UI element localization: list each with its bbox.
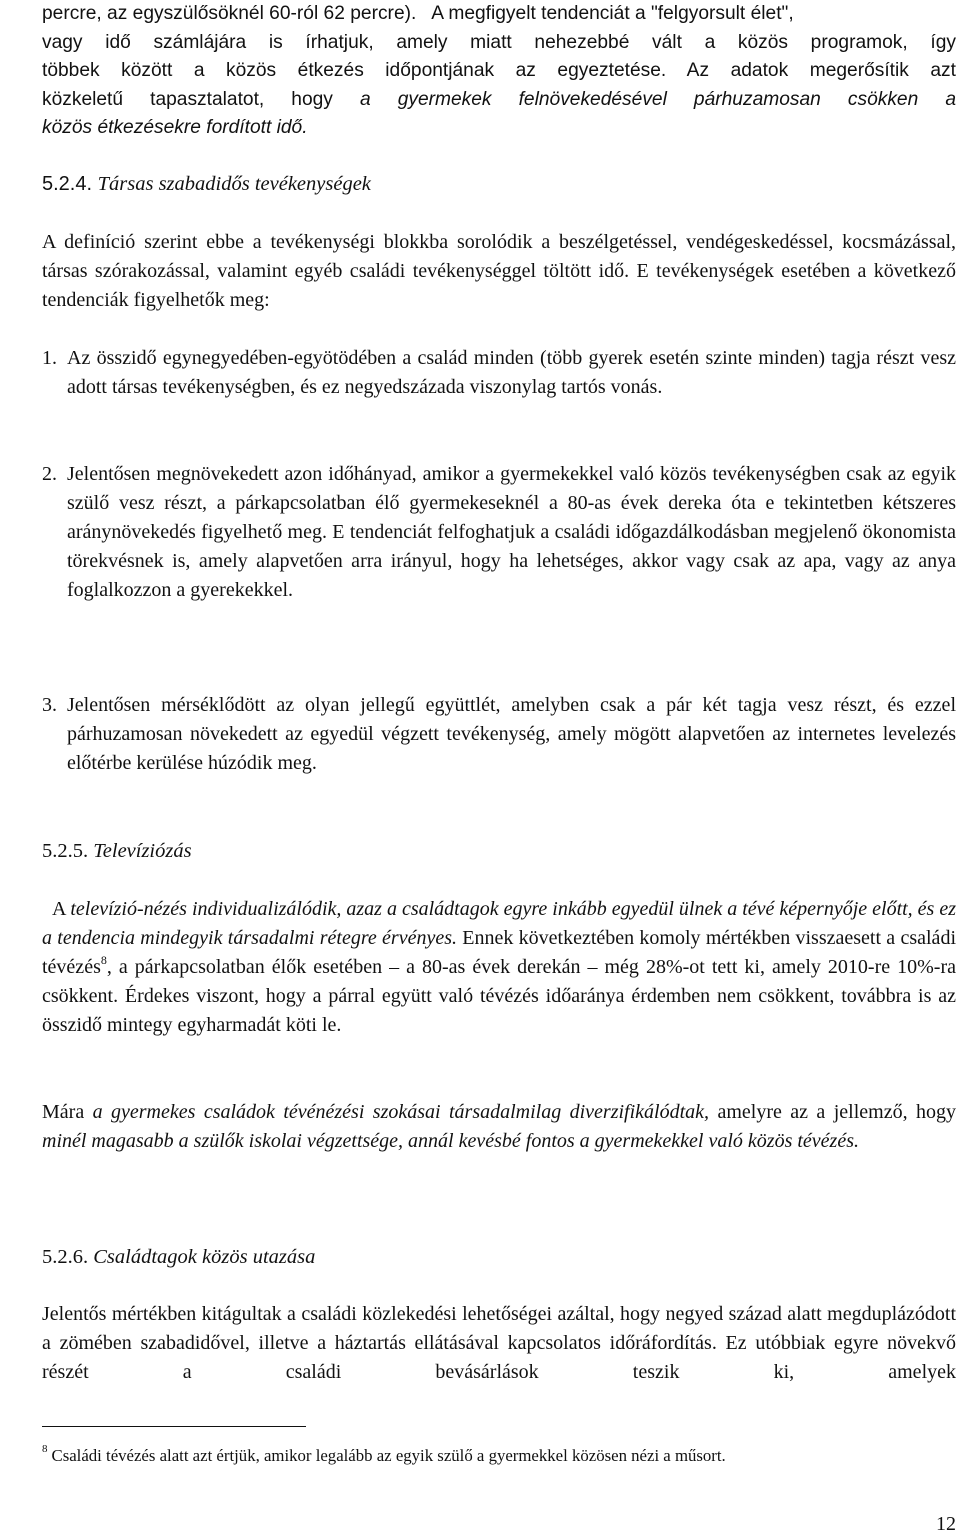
section-526-number: 5.2.6. (42, 1246, 94, 1268)
p1-end: , a párkapcsolatban élők esetében – a 80-as évek derekán – még 28%-ot tett ki, amely 2010-re 10%-ra csökkent. Érdekes viszont, hogy a párral együtt való tévézés időaránya érdemben nem csökkent, továbbra is az összidő mintegy egyharmadát köti le. (42, 956, 956, 1036)
page-number: 12 (936, 1513, 956, 1535)
footnote (42, 1438, 726, 1467)
carryover-line-4-italic: a gyermekek felnövekedésével párhuzamosan csökken a (359, 88, 956, 110)
section-526-paragraph (42, 1300, 956, 1387)
list-item-text: Jelentősen mérséklődött az olyan jellegű együttlét, amelyben csak a pár két tagja vesz részt, és ezzel párhuzamosan növekedett az egyedül végzett tevékenység, amely mögött alapvetően az internetes levelezés előtérbe kerülése húzódik meg. (67, 694, 956, 774)
list-item (42, 344, 956, 402)
p1-start: A (52, 898, 71, 920)
section-524-heading (42, 170, 371, 199)
footnote-reference[interactable]: 8 (100, 953, 107, 967)
p2-italic-1: a gyermekes családok tévénézési szokásai társadalmilag diverzifikálódtak, (92, 1101, 710, 1123)
carryover-paragraph (42, 0, 956, 143)
list-item (42, 691, 956, 778)
list-item-number: 1. (42, 347, 57, 369)
p1-italic: televízió-nézés individualizálódik, azaz a családtagok egyre inkább egyedül ülnek a tévé képernyője előtt, és ez a tendencia mindegyik társadalmi rétegre érvényes. (42, 898, 956, 949)
p2-mid: amelyre az a jellemző, hogy (709, 1101, 956, 1123)
section-524-number: 5.2.4. (42, 173, 98, 195)
footnote-divider (42, 1426, 306, 1427)
section-525-title: Televíziózás (93, 840, 192, 862)
section-526-heading (42, 1243, 315, 1272)
section-525-paragraph-2 (42, 1098, 956, 1156)
list-item-text: Az összidő egynegyedében-egyötödében a család minden (több gyerek esetén szinte minden) tagja részt vesz adott társas tevékenységben, és ez negyedszázada viszonylag tartós vonás. (67, 347, 956, 398)
section-525-number: 5.2.5. (42, 840, 94, 862)
section-524-title: Társas szabadidős tevékenységek (97, 173, 371, 195)
list-item-number: 2. (42, 463, 57, 485)
section-525-heading (42, 837, 192, 866)
carryover-line-5 (42, 114, 956, 143)
footnote-text: Családi tévézés alatt azt értjük, amikor legalább az egyik szülő a gyermekkel közösen nézi a műsort. (51, 1446, 726, 1465)
carryover-line-4-normal: közkeletű tapasztalatot, hogy (42, 88, 360, 110)
footnote-mark: 8 (42, 1443, 48, 1455)
section-526-title: Családtagok közös utazása (93, 1246, 316, 1268)
section-524-intro (42, 228, 956, 315)
carryover-line-2: vagy idő számlájára is írhatjuk, amely miatt nehezebbé vált a közös programok, így (42, 31, 956, 53)
section-525-paragraph-1 (42, 895, 956, 1040)
p2-italic-2: minél magasabb a szülők iskolai végzettsége, annál kevésbé fontos a gyermekekkel való közös tévézés. (42, 1130, 859, 1152)
carryover-line-5-italic: közös étkezésekre fordított idő. (42, 117, 308, 138)
list-item (42, 460, 956, 605)
list-item-number: 3. (42, 694, 57, 716)
section-525-paragraph-2-text (42, 1098, 956, 1156)
p1-mid: Ennek következtében komoly mértékben visszaesett a családi tévézés (42, 927, 956, 978)
section-526-paragraph-text: Jelentős mértékben kitágultak a családi közlekedési lehetőségei azáltal, hogy negyed század alatt megduplázódott a zömében szabadidővel, illetve a háztartás ellátásával kapcsolatos időráfordítás. Ez utóbbiak egyre növekvő részét a családi bevásárlások teszik ki, amelyek (42, 1303, 956, 1383)
p2-start: Mára (42, 1101, 93, 1123)
section-525-paragraph-1-text (42, 895, 956, 1040)
list-item-text: Jelentősen megnövekedett azon időhányad, amikor a gyermekekkel való közös tevékenységben csak az egyik szülő vesz részt, a párkapcsolatban élő gyermekeseknél a 80-as évek dereka óta e tekintetben kétszeres aránynövekedés figyelhető meg. E tendenciát felfoghatjuk a családi időgazdálkodásban megjelenő ökonomista törekvésnek is, amely alapvetően arra irányul, hogy ha lehetséges, akkor vagy csak az apa, vagy az anya foglalkozzon a gyerekekkel. (67, 463, 956, 601)
carryover-line-1: percre, az egyszülősöknél 60-ról 62 percre). A megfigyelt tendenciát a "felgyorsult élet", (42, 3, 794, 24)
section-524-intro-text: A definíció szerint ebbe a tevékenységi blokkba sorolódik a beszélgetéssel, vendégeskedéssel, kocsmázással, társas szórakozással, valamint egyéb családi tevékenységgel töltött idő. E tevékenységek esetében a következő tendenciák figyelhetők meg: (42, 231, 956, 311)
carryover-line-4 (42, 86, 956, 115)
carryover-line-3: többek között a közös étkezés időpontjának az egyeztetése. Az adatok megerősítik azt (42, 60, 956, 81)
